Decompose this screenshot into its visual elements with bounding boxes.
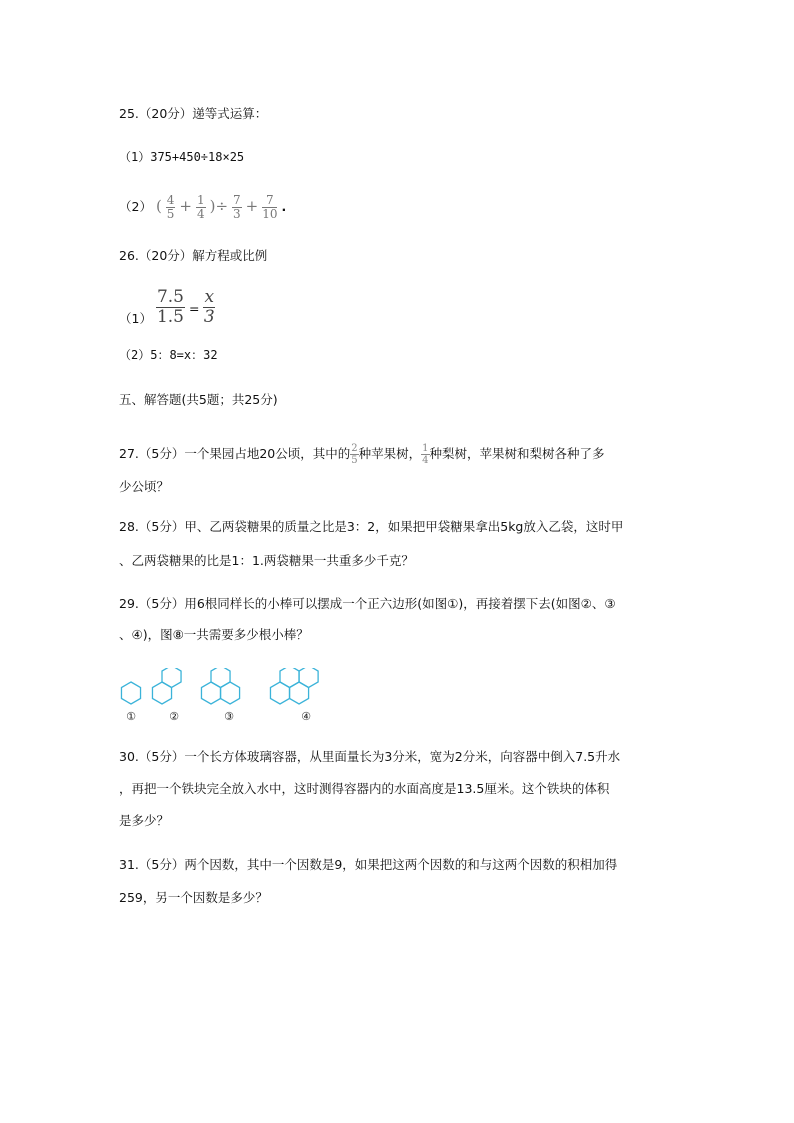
- hexagon-fig4-2: [280, 668, 299, 688]
- q27-fraction-1: $\frac{2}{5}$: [351, 443, 358, 466]
- section-title: 五、解答题(共5题；共25分): [119, 392, 278, 407]
- q27-text-2: 种苹果树，: [358, 446, 422, 461]
- q25-part1: （1）375+450÷18×25: [119, 150, 245, 164]
- q30-line3: 是多少？: [119, 813, 170, 828]
- q25-title: 25.（20分）递等式运算：: [119, 106, 268, 121]
- hexagon-figure: [115, 668, 355, 728]
- figure-label-3: ③: [224, 710, 234, 723]
- figure-label-4: ④: [301, 710, 311, 723]
- q26-fraction-1: $\frac{7.5}{1.5}$: [156, 287, 184, 327]
- q25-fraction-4: $\frac{7}{10}$: [262, 193, 278, 222]
- q31-line2: 259，另一个因数是多少？: [119, 890, 268, 905]
- q30-line2: ，再把一个铁块完全放入水中，这时测得容器内的水面高度是13.5厘米。这个铁块的体积: [119, 781, 610, 796]
- q25-part2: [119, 194, 286, 221]
- q27-text-1: 27.（5分）一个果园占地20公顷，其中的: [119, 446, 351, 461]
- hexagon-fig3-3: [221, 682, 240, 704]
- q25-open-paren: (: [155, 197, 162, 216]
- q26-title: 26.（20分）解方程或比例: [119, 248, 268, 263]
- q26-part2: （2）5：8=x：32: [119, 348, 218, 362]
- q31-line1: 31.（5分）两个因数，其中一个因数是9，如果把这两个因数的和与这两个因数的积相加得: [119, 857, 618, 872]
- q25-plus-1: +: [179, 197, 192, 216]
- q30-line1: 30.（5分）一个长方体玻璃容器，从里面量长为3分米，宽为2分米，向容器中倒入7.5升水: [119, 749, 621, 764]
- q28-line1: 28.（5分）甲、乙两袋糖果的质量之比是3：2，如果把甲袋糖果拿出5kg放入乙袋，这时甲: [119, 519, 624, 534]
- q27-line2: 少公顷？: [119, 479, 170, 494]
- hexagon-fig1-1: [121, 682, 140, 704]
- q29-line1: 29.（5分）用6根同样长的小棒可以摆成一个正六边形(如图①)，再接着摆下去(如图②、③: [119, 596, 616, 611]
- hexagon-fig4-4: [299, 668, 318, 688]
- q27-text-3: 种梨树，苹果树和梨树各种了多: [429, 446, 605, 461]
- q25-part2-prefix: （2）: [119, 199, 152, 215]
- q25-close-divide: )÷: [209, 197, 229, 216]
- hexagon-shapes: [121, 668, 318, 704]
- q29-line2: 、④)，图⑧一共需要多少根小棒？: [119, 627, 309, 642]
- q26-fraction-2: $\frac{x}{3}$: [203, 287, 215, 327]
- q27-line1: [119, 443, 605, 466]
- q25-fraction-2: $\frac{1}{4}$: [196, 193, 205, 222]
- q28-line2: 、乙两袋糖果的比是1：1.两袋糖果一共重多少千克？: [119, 553, 414, 568]
- q27-fraction-2: $\frac{1}{4}$: [422, 443, 429, 466]
- q26-part1-prefix: （1）: [119, 310, 152, 326]
- q25-period: .: [281, 199, 287, 215]
- figure-label-2: ②: [169, 710, 179, 723]
- q26-equals: =: [188, 300, 200, 316]
- hexagon-fig3-2: [211, 668, 230, 688]
- hexagon-fig2-2: [162, 668, 181, 688]
- q26-part1: [119, 288, 215, 326]
- q25-plus-2: +: [245, 197, 259, 216]
- q25-fraction-1: $\frac{4}{5}$: [166, 193, 175, 222]
- q25-fraction-3: $\frac{7}{3}$: [233, 193, 241, 222]
- figure-label-1: ①: [126, 710, 136, 723]
